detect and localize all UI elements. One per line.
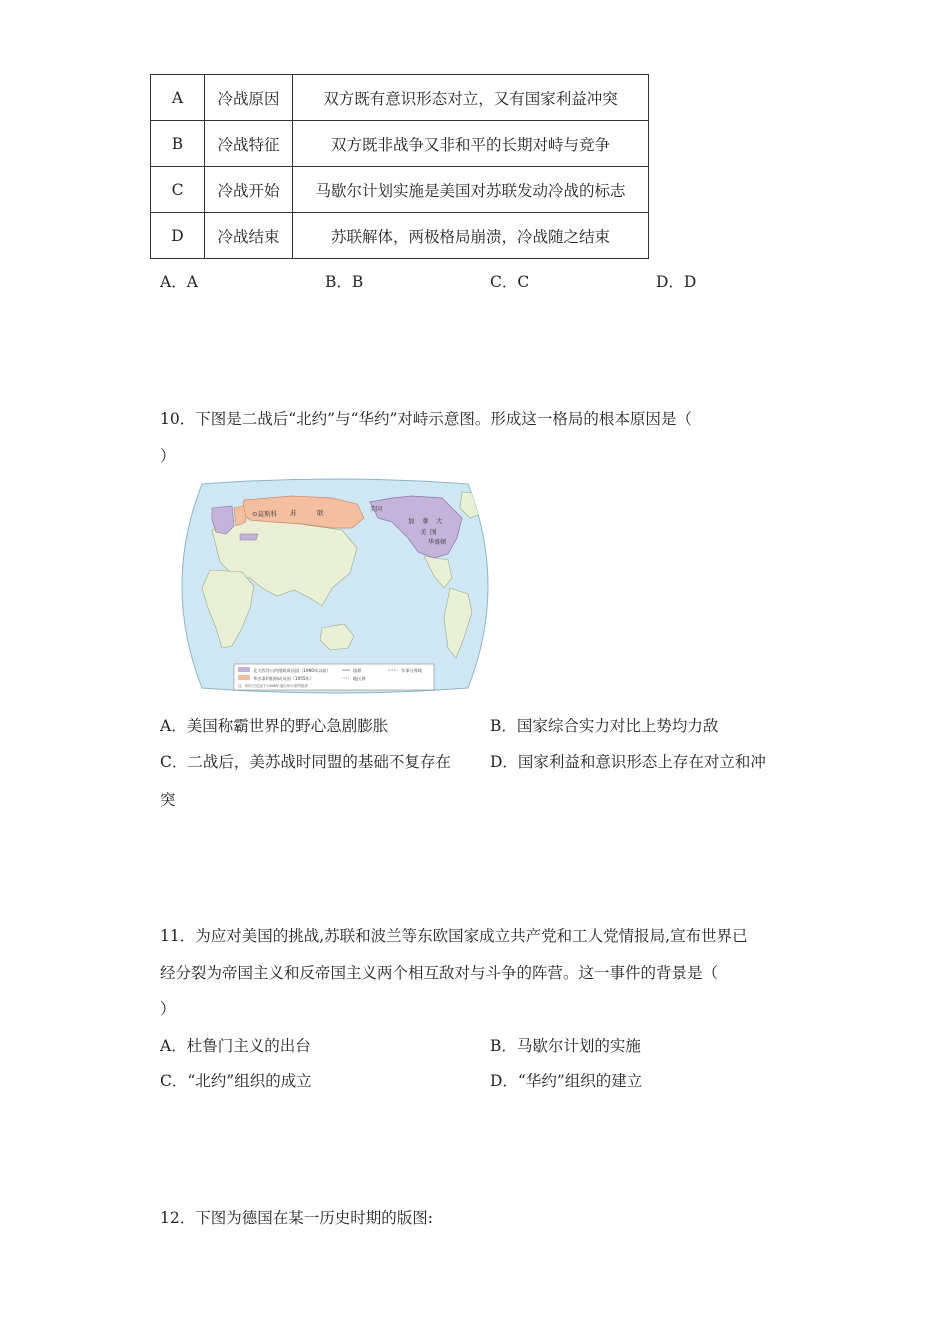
turkey-nato xyxy=(240,534,258,540)
q10-option-c[interactable]: C．二战后，美苏战时同盟的基础不复存在 xyxy=(160,753,451,771)
q10-option-a[interactable]: A．美国称霸世界的野心急剧膨胀 xyxy=(160,717,389,735)
q9-option-d[interactable]: D．D xyxy=(656,273,697,291)
row-desc: 双方既非战争又非和平的长期对峙与竞争 xyxy=(293,121,649,167)
q11-stem-line3: ） xyxy=(160,1000,176,1018)
row-desc: 双方既有意识形态对立，又有国家利益冲突 xyxy=(293,75,649,121)
q11-option-a[interactable]: A．杜鲁门主义的出台 xyxy=(160,1037,311,1055)
table-row xyxy=(151,75,649,121)
q11-stem-line1: 11．为应对美国的挑战,苏联和波兰等东欧国家成立共产党和工人党情报局,宣布世界已 xyxy=(160,927,748,945)
legend-border-text: 国界 xyxy=(353,668,362,673)
moscow-label: ⊙莫斯科 xyxy=(252,510,277,518)
row-topic: 冷战结束 xyxy=(205,213,293,259)
q12-stem: 12．下图为德国在某一历史时期的版图: xyxy=(160,1209,433,1227)
legend-warsaw-text: 华沙条约组织成员国（1955年） xyxy=(253,676,314,681)
q11-option-d[interactable]: D．“华约”组织的建立 xyxy=(490,1072,643,1090)
q10-option-d-line2: 突 xyxy=(160,791,176,809)
q11-stem-line2: 经分裂为帝国主义和反帝国主义两个相互敌对与斗争的阵营。这一事件的背景是（ xyxy=(160,964,719,982)
table-row xyxy=(151,121,649,167)
q11-option-c[interactable]: C．“北约”组织的成立 xyxy=(160,1072,312,1090)
q10-stem-line2: ） xyxy=(160,447,176,465)
q10-option-b[interactable]: B．国家综合实力对比上势均力敌 xyxy=(490,717,719,735)
row-desc: 马歇尔计划实施是美国对苏联发动冷战的标志 xyxy=(293,167,649,213)
legend-warsaw-swatch xyxy=(238,675,250,680)
row-desc: 苏联解体，两极格局崩溃，冷战随之结束 xyxy=(293,213,649,259)
row-topic: 冷战原因 xyxy=(205,75,293,121)
usa-guo-label: 国 xyxy=(430,528,437,536)
legend-region-text: 地区界 xyxy=(353,676,366,681)
washington-label: 华盛顿 xyxy=(428,539,447,546)
na-label: 拿 xyxy=(422,517,429,525)
q10-stem-line1: 10．下图是二战后“北约”与“华约”对峙示意图。形成这一格局的根本原因是（ xyxy=(160,410,692,428)
legend-nato-text: 北大西洋公约组织成员国（1960年以前） xyxy=(253,668,331,673)
legend-note: 注：阿尔巴尼亚于1968年退出华沙条约组织 xyxy=(238,684,309,688)
row-letter: D xyxy=(151,213,205,259)
q9-option-a[interactable]: A．A xyxy=(160,273,198,291)
usa-mei-label: 美 xyxy=(420,528,427,536)
legend-military-text: 军事分界线 xyxy=(401,668,422,673)
da-label: 大 xyxy=(436,517,443,525)
table-row xyxy=(151,167,649,213)
lian-label: 联 xyxy=(317,509,324,517)
legend-nato-swatch xyxy=(238,667,250,672)
eastern-europe-region xyxy=(234,506,246,526)
usa-alaska-label: 美国 xyxy=(370,506,383,513)
row-topic: 冷战开始 xyxy=(205,167,293,213)
q11-option-b[interactable]: B．马歇尔计划的实施 xyxy=(490,1037,641,1055)
table-row xyxy=(151,213,649,259)
cold-war-table xyxy=(150,74,649,259)
row-letter: A xyxy=(151,75,205,121)
row-letter: C xyxy=(151,167,205,213)
su-label: 苏 xyxy=(290,509,297,517)
cold-war-world-map xyxy=(172,478,498,694)
q9-option-c[interactable]: C．C xyxy=(490,273,530,291)
jia-label: 加 xyxy=(408,517,415,525)
q9-option-b[interactable]: B．B xyxy=(325,273,364,291)
q10-option-d-line1[interactable]: D．国家利益和意识形态上存在对立和冲 xyxy=(490,753,766,771)
row-topic: 冷战特征 xyxy=(205,121,293,167)
row-letter: B xyxy=(151,121,205,167)
